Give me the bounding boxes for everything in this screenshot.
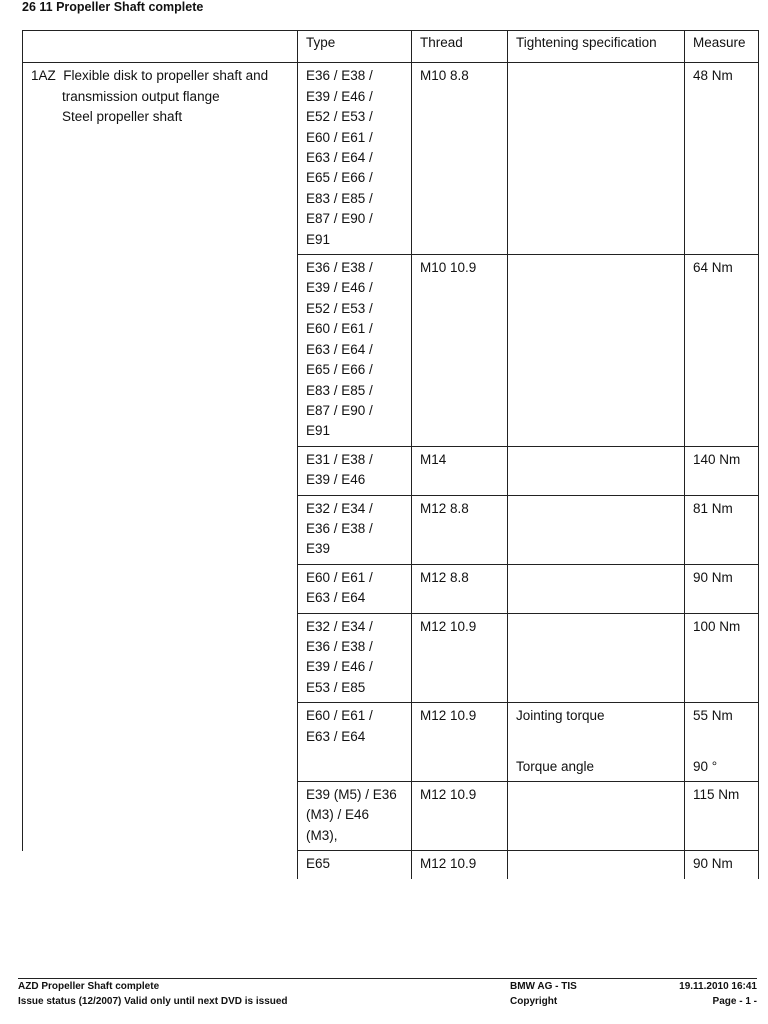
- type-line: E87 / E90 /: [306, 211, 373, 227]
- item-code: 1AZ: [31, 68, 56, 84]
- tightening-spec-cell: [508, 495, 685, 564]
- type-line: E31 / E38 /: [306, 451, 373, 467]
- measure-cell: [685, 63, 759, 255]
- type-line: E53 / E85: [306, 679, 366, 695]
- measure-line: 115 Nm: [693, 787, 740, 802]
- type-line: (M3) / E46: [306, 807, 370, 823]
- measure-line: 140 Nm: [693, 451, 741, 467]
- page-footer: [18, 978, 757, 1009]
- type-line: E65 / E66 /: [306, 170, 373, 186]
- footer-datetime: 19.11.2010 16:41: [679, 981, 757, 992]
- type-line: E36 / E38 /: [306, 638, 373, 654]
- footer-issue-status: Issue status (12/2007) Valid only until next DVD is issued: [18, 996, 288, 1007]
- type-line: E91: [306, 231, 331, 247]
- type-line: E83 / E85 /: [306, 382, 373, 398]
- tightening-spec-cell: [508, 703, 685, 782]
- header-type: Type: [298, 31, 412, 63]
- type-line: E63 / E64: [306, 728, 366, 744]
- measure-cell: [685, 495, 759, 564]
- footer-copyright: Copyright: [510, 996, 558, 1007]
- type-line: (M3),: [306, 827, 338, 843]
- tightening-spec-cell: [508, 255, 685, 447]
- spacer: [693, 727, 752, 757]
- thread-cell: M12 8.8: [412, 564, 508, 613]
- tightening-spec-cell: [508, 564, 685, 613]
- description-cell: [23, 63, 298, 851]
- measure-cell: [685, 782, 759, 851]
- page-title: 26 11 Propeller Shaft complete: [22, 0, 204, 14]
- type-line: E52 / E53 /: [306, 300, 373, 316]
- measure-line: 90 Nm: [693, 569, 733, 585]
- type-line: E60 / E61 /: [306, 321, 373, 337]
- type-line: E39 / E46 /: [306, 280, 373, 296]
- description-line-1: [31, 66, 291, 86]
- description-line-2: transmission output flange: [62, 88, 220, 104]
- type-line: E52 / E53 /: [306, 109, 373, 125]
- footer-page-number: Page - 1 -: [712, 996, 757, 1007]
- type-line: E65: [306, 856, 331, 872]
- spec-line: Torque angle: [516, 758, 595, 774]
- footer-publisher: BMW AG - TIS: [510, 981, 577, 992]
- thread-cell: M12 10.9: [412, 613, 508, 703]
- tightening-spec-cell: [508, 782, 685, 851]
- thread-cell: M12 10.9: [412, 703, 508, 782]
- measure-line: 64 Nm: [693, 260, 733, 276]
- thread-cell: M10 10.9: [412, 255, 508, 447]
- table-body: [23, 63, 759, 879]
- header-row: [23, 31, 759, 63]
- type-line: E87 / E90 /: [306, 402, 373, 418]
- table-row: [23, 851, 759, 879]
- thread-cell: M12 8.8: [412, 495, 508, 564]
- type-line: E60 / E61 /: [306, 129, 373, 145]
- type-line: E32 / E34 /: [306, 500, 373, 516]
- type-cell: [298, 851, 412, 879]
- measure-line: 48 Nm: [693, 68, 733, 84]
- spec-line: Jointing torque: [516, 708, 605, 724]
- measure-cell: [685, 255, 759, 447]
- tightening-spec-cell: [508, 613, 685, 703]
- table-row: [23, 63, 759, 255]
- thread-cell: M14: [412, 446, 508, 495]
- measure-line: 90 Nm: [693, 856, 733, 872]
- type-line: E65 / E66 /: [306, 362, 373, 378]
- thread-cell: M10 8.8: [412, 63, 508, 255]
- type-line: E32 / E34 /: [306, 618, 373, 634]
- tightening-spec-cell: [508, 63, 685, 255]
- spacer: [516, 727, 678, 757]
- measure-line: 55 Nm: [693, 708, 733, 724]
- torque-table: [22, 30, 759, 879]
- type-line: E63 / E64: [306, 590, 366, 606]
- type-cell: [298, 495, 412, 564]
- header-tightening-spec: Tightening specification: [508, 31, 685, 63]
- thread-cell: M12 10.9: [412, 851, 508, 879]
- thread-cell: M12 10.9: [412, 782, 508, 851]
- type-cell: [298, 63, 412, 255]
- type-cell: [298, 782, 412, 851]
- tightening-spec-cell: [508, 446, 685, 495]
- description-line-3: Steel propeller shaft: [62, 109, 183, 125]
- type-line: E36 / E38 /: [306, 520, 373, 536]
- measure-cell: [685, 613, 759, 703]
- measure-cell: [685, 703, 759, 782]
- type-cell: [298, 703, 412, 782]
- measure-cell: [685, 446, 759, 495]
- measure-line: 81 Nm: [693, 500, 733, 516]
- type-line: E39 (M5) / E36: [306, 787, 397, 802]
- type-cell: [298, 613, 412, 703]
- type-line: E63 / E64 /: [306, 150, 373, 166]
- measure-cell: [685, 564, 759, 613]
- type-line: E60 / E61 /: [306, 708, 373, 724]
- empty-cell: [23, 851, 298, 879]
- tightening-spec-cell: [508, 851, 685, 879]
- type-line: E36 / E38 /: [306, 68, 373, 84]
- measure-cell: [685, 851, 759, 879]
- type-cell: [298, 446, 412, 495]
- type-line: E60 / E61 /: [306, 569, 373, 585]
- type-cell: [298, 564, 412, 613]
- header-thread: Thread: [412, 31, 508, 63]
- type-cell: [298, 255, 412, 447]
- type-line: E39: [306, 541, 331, 557]
- type-line: E83 / E85 /: [306, 190, 373, 206]
- header-description: [23, 31, 298, 63]
- measure-line: 100 Nm: [693, 618, 741, 634]
- type-line: E39 / E46: [306, 472, 366, 488]
- description-text: Flexible disk to propeller shaft and: [63, 68, 269, 84]
- footer-doc-title: AZD Propeller Shaft complete: [18, 981, 160, 992]
- type-line: E39 / E46 /: [306, 88, 373, 104]
- header-measure: Measure: [685, 31, 759, 63]
- type-line: E91: [306, 423, 331, 439]
- type-line: E39 / E46 /: [306, 659, 373, 675]
- type-line: E36 / E38 /: [306, 260, 373, 276]
- type-line: E63 / E64 /: [306, 341, 373, 357]
- measure-line: 90 °: [693, 758, 718, 774]
